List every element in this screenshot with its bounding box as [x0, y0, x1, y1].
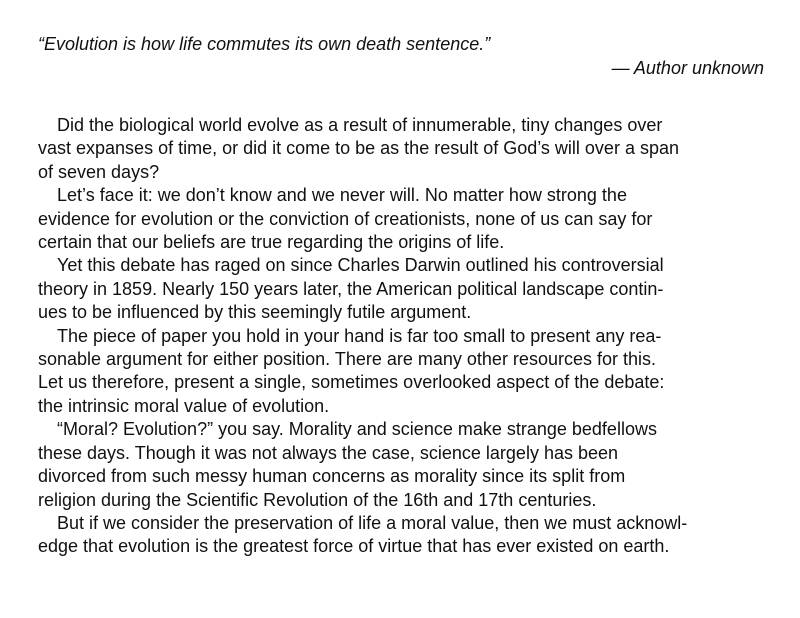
paragraph-5-line-4: religion during the Scientific Revolution of the 16th and 17th centuries. [38, 489, 597, 510]
paragraph-5 [38, 418, 764, 512]
paragraph-1-line-3: of seven days? [38, 161, 160, 182]
paragraph-6-line-2: edge that evolution is the greatest force of virtue that has ever existed on earth. [38, 536, 670, 557]
paragraph-3-line-3: ues to be influenced by this seemingly futile argument. [38, 302, 472, 323]
paragraph-2-line-1: Let’s face it: we don’t know and we never will. No matter how strong the [57, 185, 627, 206]
epigraph-attribution: — Author unknown [611, 58, 764, 78]
paragraph-5-line-3: divorced from such messy human concerns as morality since its split from [38, 466, 626, 487]
body-text [38, 114, 764, 559]
paragraph-4-line-2: sonable argument for either position. There are many other resources for this. [38, 349, 656, 370]
paragraph-3-line-2: theory in 1859. Nearly 150 years later, the American political landscape contin- [38, 278, 664, 299]
paragraph-2-line-2: evidence for evolution or the conviction of creationists, none of us can say for [38, 208, 653, 229]
paragraph-3 [38, 254, 764, 324]
paragraph-1 [38, 114, 764, 184]
paragraph-4-line-4: the intrinsic moral value of evolution. [38, 395, 330, 416]
paragraph-6-line-1: But if we consider the preservation of life a moral value, then we must acknowl- [57, 512, 688, 533]
epigraph [38, 32, 764, 80]
paragraph-1-line-1: Did the biological world evolve as a result of innumerable, tiny changes over [57, 115, 663, 135]
paragraph-1-line-2: vast expanses of time, or did it come to be as the result of God’s will over a span [38, 138, 679, 159]
paragraph-2 [38, 184, 764, 254]
paragraph-5-line-2: these days. Though it was not always the case, science largely has been [38, 442, 619, 463]
paragraph-6 [38, 512, 764, 559]
paragraph-4-line-3: Let us therefore, present a single, sometimes overlooked aspect of the debate: [38, 372, 665, 393]
paragraph-5-line-1: “Moral? Evolution?” you say. Morality and science make strange bedfellows [57, 419, 657, 440]
epigraph-quote: “Evolution is how life commutes its own death sentence.” [38, 34, 491, 54]
paragraph-3-line-1: Yet this debate has raged on since Charles Darwin outlined his controversial [57, 255, 664, 276]
paragraph-4 [38, 325, 764, 419]
paragraph-2-line-3: certain that our beliefs are true regarding the origins of life. [38, 232, 505, 253]
paragraph-4-line-1: The piece of paper you hold in your hand is far too small to present any rea- [57, 325, 662, 346]
